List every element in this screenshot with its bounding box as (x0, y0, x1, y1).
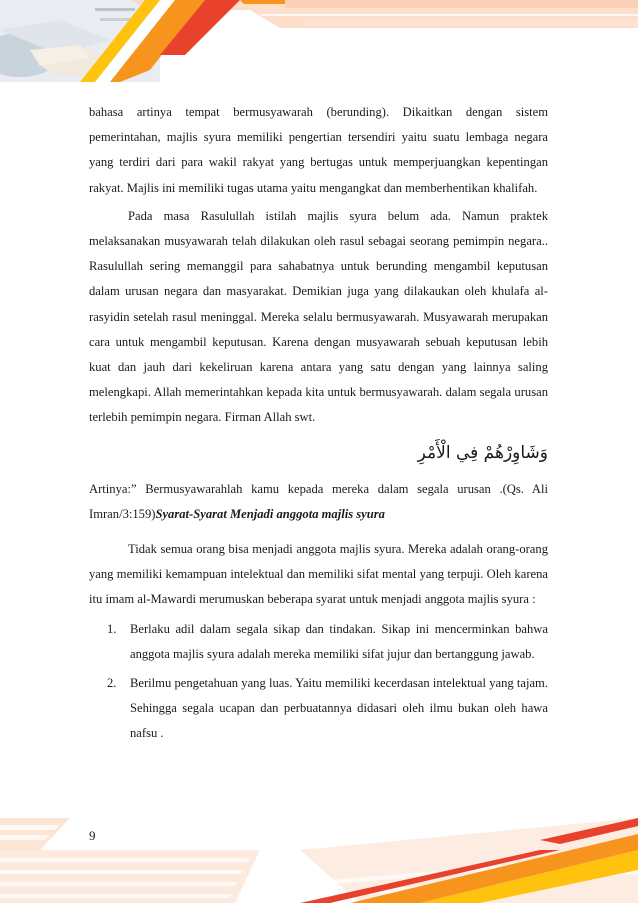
page-content (89, 100, 548, 747)
paragraph-2: Pada masa Rasulullah istilah majlis syura belum ada. Namun praktek melaksanakan musyawarah telah dilakukan oleh rasul sebagai seorang pemimpin negara.. Rasulullah sering memanggil para sahabatnya untuk berunding mengambil keputusan dalam urusan negara dan masyarakat. Demikian juga yang dilakaukan oleh khulafa al-rasyidin setelah rasul meninggal. Mereka selalu bermusyawarah. Musyawarah merupakan cara untuk mengambil keputusan. Karena dengan musyawarah sebuah keputusan lebih kuat dan jauh dari kekeliruan karena antara yang satu dengan yang lainnya saling melengkapi. Allah memerintahkan kepada kita untuk bermusyawarah. dalam segala urusan terlebih pemimpin negara. Firman Allah swt. (89, 208, 548, 425)
list-number: 1. (107, 621, 117, 636)
page-number: 9 (89, 828, 96, 843)
verse-translation (89, 477, 548, 527)
list-number: 2. (107, 676, 117, 691)
paragraph-1: bahasa artinya tempat bermusyawarah (berunding). Dikaitkan dengan sistem pemerintahan, majlis syura memiliki pengertian tersendiri yaitu suatu lembaga negara yang terdiri dari para wakil rakyat yang bertugas untuk memperjuangkan kepentingan rakyat. Majlis ini memiliki tugas utama yaitu mengangkat dan memberhentikan khalifah. (89, 105, 548, 195)
paragraph-3: Tidak semua orang bisa menjadi anggota majlis syura. Mereka adalah orang-orang yang memiliki kemampuan intelektual dan memiliki sifat mental yang terpuji. Oleh karena itu imam al-Mawardi merumuskan beberapa syarat untuk menjadi anggota majlis syura : (89, 542, 548, 607)
footer-decoration (0, 790, 638, 903)
translation-text: Artinya:” Bermusyawarahlah kamu kepada mereka dalam segala urusan .(Qs. Ali Imran/3:159) (89, 481, 548, 521)
list-item (89, 617, 548, 667)
list-text: Berilmu pengetahuan yang luas. Yaitu memiliki kecerdasan intelektual yang tajam. Sehingga segala ucapan dan perbuatannya didasari oleh ilmu bukan oleh hawa nafsu . (130, 676, 548, 741)
arabic-verse: وَشَاوِرْهُمْ فِي الْأَمْرِ (417, 442, 548, 463)
header-decoration (0, 0, 638, 82)
requirements-list (89, 617, 548, 747)
list-text: Berlaku adil dalam segala sikap dan tindakan. Sikap ini mencerminkan bahwa anggota majlis syura adalah mereka memiliki sifat jujur dan bertanggung jawab. (130, 621, 548, 661)
list-item (89, 671, 548, 747)
section-subheading: Syarat-Syarat Menjadi anggota majlis syura (155, 506, 385, 521)
